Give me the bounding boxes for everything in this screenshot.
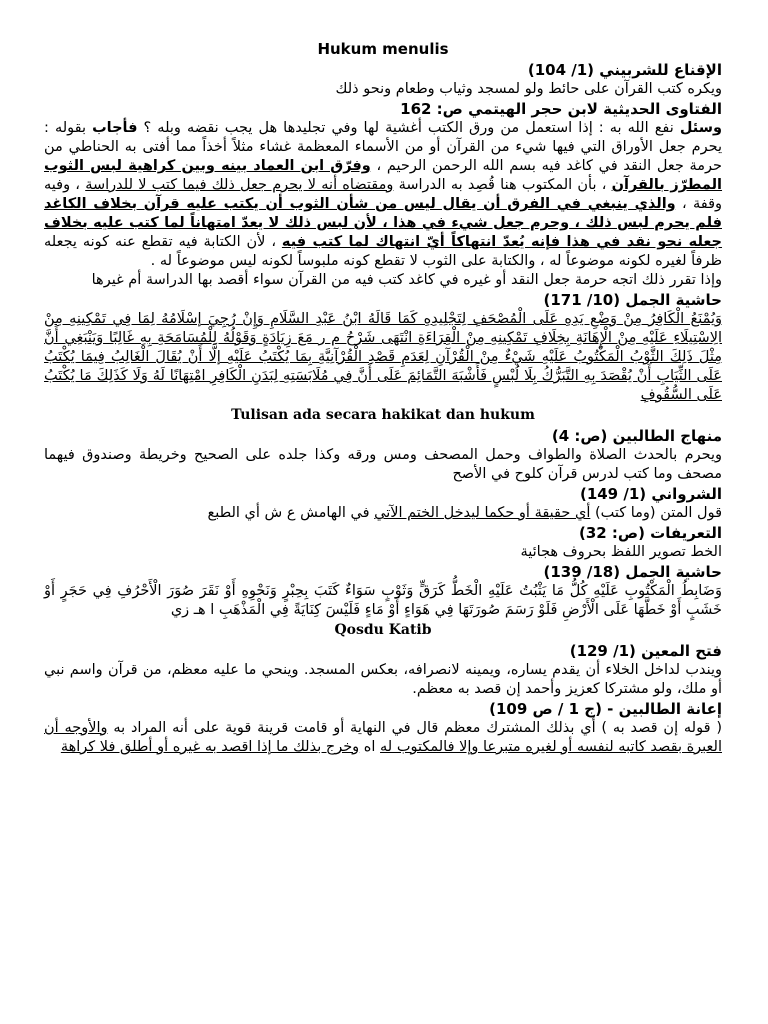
ianah-underlined-2: وخرج بذلك ما إذا اقصد به غيره أو أطلق فلا كراهة (60, 739, 360, 755)
paragraph-fatawa-2: وإذا تقرر ذلك اتجه حرمة جعل النقد أو غيره في كاغد كتب فيه من القرآن سواء أقصد بها الدراسة أم غيرها (91, 272, 722, 288)
source-heading-ianah: إعانة الطالبين - (ج 1 / ص 109) (489, 700, 722, 718)
answer-text: بقوله : يحرم جعل الأوراق التي فيها شيء من القرآن أو من الأسماء المعظمة غشاء مثلاً أخذاً مما أفتى به الحناطي من حرمة جعل النقد في كاغد فيه بسم الله الرحمن الرحيم ، (44, 120, 722, 174)
subheading-qosdu-katib: Qosdu Katib (334, 622, 432, 638)
paragraph-ianah (44, 719, 722, 757)
answer-keyword: فأجاب (92, 120, 138, 136)
subheading-hakikat: Tulisan ada secara hakikat dan hukum (231, 407, 535, 423)
source-heading-iqna: الإقناع للشربيني (1/ 104) (527, 61, 722, 79)
paragraph-minhaj: ويحرم بالحدث الصلاة والطواف وحمل المصحف ومس ورقه وكذا جلده على الصحيح وخريطة وصندوق فيهما مصحف وما كتب لدرس قرآن كلوح في الأصح (44, 447, 722, 482)
source-heading-tarifat: التعريفات (ص: 32) (578, 524, 722, 542)
ianah-underlined: والأوجه أن العبرة بقصد كاتبه لنفسه أو لغيره متبرعا وإلا فالمكتوب له (44, 720, 722, 755)
source-heading-sharwani: الشرواني (1/ 149) (579, 485, 722, 503)
underlined-bold-text: وفرّق ابن العماد بينه وبين كراهية لبس الثوب المطرّز بالقرآن (44, 158, 723, 193)
ianah-text-2: اه (359, 739, 381, 755)
source-heading-jamal-10: حاشية الجمل (10/ 171) (543, 291, 722, 309)
underlined-text: ومقتضاه أنه لا يحرم جعل ذلك فيما كتب لا للدراسة (85, 177, 394, 193)
sharwani-text-2: في الهامش ع ش أي الطبع (207, 505, 375, 521)
paragraph-fath-muin: ويندب لداخل الخلاء أن يقدم يساره، ويمينه لانصرافه، بعكس المسجد. وينحي ما عليه معظم، من قرآن واسم نبي أو ملك، ولو مشتركا كعزيز وأحمد إن قصد به معظم. (44, 662, 722, 697)
sharwani-underlined: أي حقيقة أو حكما ليدخل الختم الآتي (374, 505, 591, 521)
document-title: Hukum menulis (317, 40, 449, 58)
source-heading-fatawa: الفتاوى الحديثية لابن حجر الهيتمي ص: 162 (400, 100, 722, 118)
paragraph-sharwani (44, 504, 722, 523)
answer-text-2: ، بأن المكتوب هنا قُصِد به الدراسة (393, 177, 612, 193)
ianah-text: ( قوله إن قصد به ) أي بذلك المشترك معظم قال في النهاية أو قامت قرينة قوية على أنه المراد به (107, 720, 722, 736)
sharwani-text: قول المتن (وما كتب) (590, 505, 722, 521)
paragraph-jamal-18: وَضَابِطُ الْمَكْتُوبِ عَلَيْهِ كُلُّ مَا يَثْبُتُ عَلَيْهِ الْخَطُّ كَرَقٍّ وَثَوْبٍ سَوَاءٌ كَتَبَ بِحِبْرٍ وَنَحْوِهِ أَوْ نَقَرَ صُوَرَ الْأَحْرُفِ فِي حَجَرٍ أَوْ خَشَبٍ أَوْ خَطَّهَا عَلَى الْأَرْضِ فَلَوْ رَسَمَ صُورَتَهَا فِي هَوَاءٍ أَوْ مَاءٍ فَلَيْسَ كِنَايَةً فِي الْمَذْهَبِ ا هـ زي (44, 583, 722, 618)
underlined-bold-text-2: والذي ينبغي في الفرق أن يقال ليس من شأن الثوب أن يكتب عليه قرآن بخلاف الكاغد فلم يحرم لبس ذلك ، وحرم جعل شيء في هذا ، لأن لبس ذلك لا يعدّ امتهاناً لما كتب عليه بخلاف جعله نحو نقد في هذا فإنه يُعدّ انتهاكاً أيّ انتهاك لما كتب فيه (44, 196, 723, 250)
question-text: نفع الله به : إذا استعمل من ورق الكتب أغشية لها وفي تجليدها هل يجب نقضه وبله ؟ (137, 120, 680, 136)
source-heading-minhaj: منهاج الطالبين (ص: 4) (551, 427, 722, 445)
paragraph-fatawa (44, 119, 722, 271)
question-keyword: وسئل (679, 120, 722, 136)
answer-text-3: ، وفيه وقفة ، (44, 177, 723, 212)
source-heading-fath-muin: فتح المعين (1/ 129) (569, 642, 722, 660)
paragraph-jamal-10: وَيُمْنَعُ الْكَافِرُ مِنْ وَضْعِ يَدِهِ عَلَى الْمُصْحَفِ لِتَجْلِيدِهِ كَمَا قَالَهُ ابْنُ عَبْدِ السَّلَامِ وَإِنْ رُجِيَ إسْلَامُهُ لِمَا فِي تَمْكِينِهِ مِنْ الِاسْتِيلَاءِ عَلَيْهِ مِنْ الْإِهَانَةِ بِخِلَافِ تَمْكِينِهِ مِنْ الْقِرَاءَةِ انْتَهَى شَرْحُ م ر مَعَ زِيَادَةٍ وَقَوْلُهُ لِلْمُسَامَحَةِ بِهِ غَالِبًا وَيَنْبَغِي أَنَّ مِثْلَ ذَلِكَ الثَّوْبُ الْمَكْتُوبُ عَلَيْهِ شَيْءٌ مِنْ الْقُرْآنِ لِعَدَمِ قَصْدِ الْقُرْآنِيَّةِ بِمَا يُكْتَبُ عَلَيْهِ إلَّا أَنْ يُقَالَ الْغَالِبُ فِيمَا يُكْتَبُ عَلَى الثِّيَابِ أَنْ يُقْصَدَ بِهِ التَّبَرُّكُ بِلَا لُبْسٍ فَأَشْبَهَ التَّمَائِمَ عَلَى أَنَّ فِي مُلَابَسَتِهِ لِبَدَنِ الْكَافِرِ امْتِهَانًا لَهُ وَلَا كَذَلِكَ مَا يُكْتَبُ عَلَى السُّقُوفِ (44, 311, 722, 403)
source-heading-jamal-18: حاشية الجمل (18/ 139) (543, 563, 722, 581)
paragraph-tarifat: الخط تصوير اللفظ بحروف هجائية (520, 544, 722, 560)
answer-text-4: ، لأن الكتابة فيه تقطع عنه كونه يجعله ظرفاً لغيره لكونه موضوعاً له ، والكتابة على الثوب لا تقطع كونه ملبوساً لكونه ليس موضوعاً له . (44, 234, 722, 269)
paragraph-iqna: ويكره كتب القرآن على حائط ولو لمسجد وثياب وطعام ونحو ذلك (335, 81, 722, 97)
